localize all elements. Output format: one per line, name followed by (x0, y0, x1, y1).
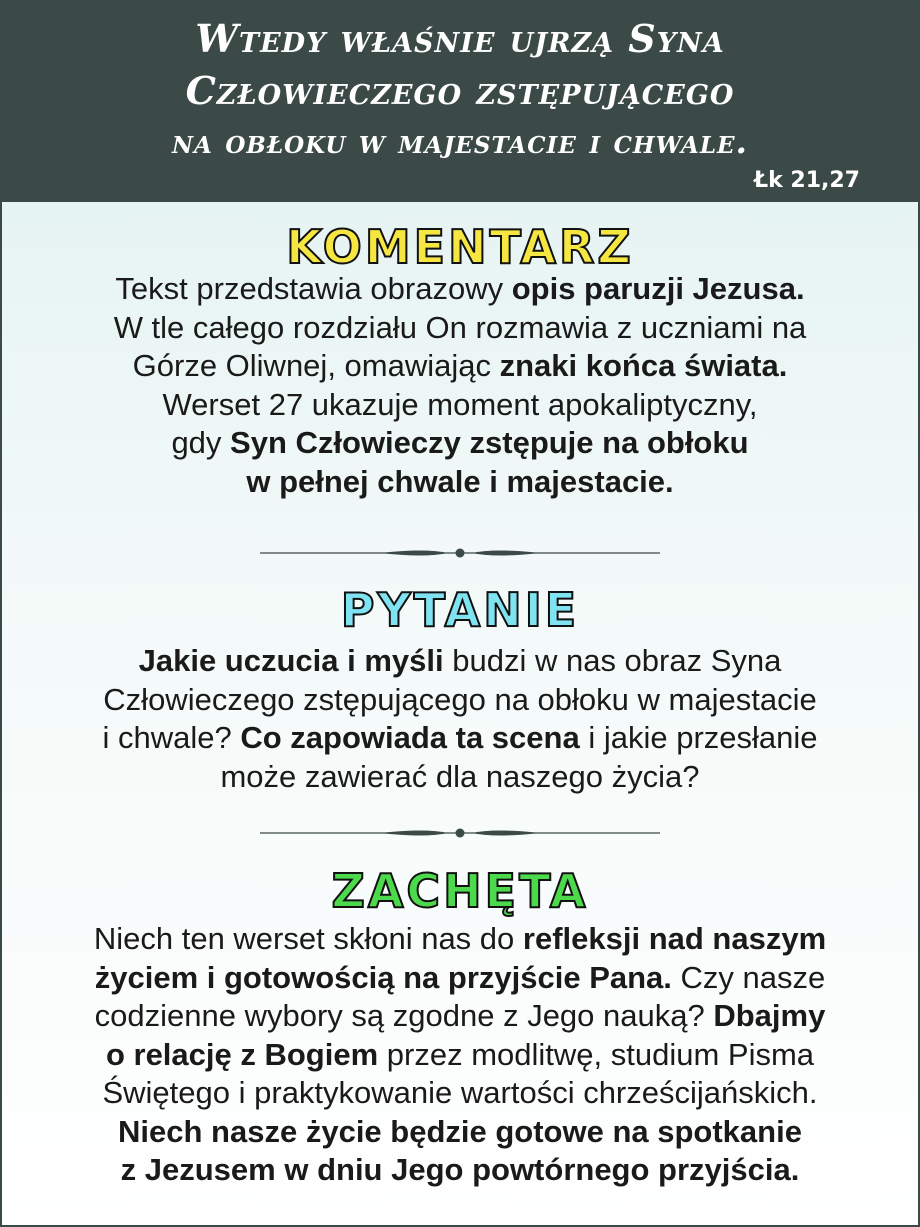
komentarz-line-5: gdy Syn Człowieczy zstępuje na obłoku (171, 425, 749, 460)
zacheta-line-3: codzienne wybory są zgodne z Jego nauką? Dbajmy (94, 998, 826, 1033)
verse-header (2, 2, 918, 202)
zacheta-line-2: życiem i gotowością na przyjście Pana. Czy nasze (94, 959, 826, 995)
komentarz-line-6: w pełnej chwale i majestacie. (246, 463, 674, 499)
verse-line-1: Wtedy właśnie ujrzą Syna (195, 16, 725, 61)
komentarz-line-1: Tekst przedstawia obrazowy opis paruzji Jezusa. (115, 271, 805, 306)
zacheta-line-1: Niech ten werset skłoni nas do refleksji nad naszym (93, 921, 827, 956)
pytanie-line-2: Człowieczego zstępującego na obłoku w majestacie (103, 681, 817, 717)
zacheta-title: ZACHĘTA (331, 864, 589, 918)
komentarz-text (16, 270, 904, 501)
pytanie-line-3: i chwale? Co zapowiada ta scena i jakie przesłanie (102, 720, 818, 755)
pytanie-title: PYTANIE (340, 583, 580, 637)
komentarz-title: KOMENTARZ (286, 220, 634, 274)
pytanie-line-4: może zawierać dla naszego życia? (220, 758, 700, 794)
zacheta-text (16, 920, 904, 1190)
komentarz-line-3: Górze Oliwnej, omawiając znaki końca świata. (132, 348, 788, 383)
zacheta-line-7: z Jezusem w dniu Jego powtórnego przyjścia. (120, 1152, 800, 1187)
zacheta-line-4: o relację z Bogiem przez modlitwę, studium Pisma (105, 1036, 815, 1072)
komentarz-line-4: Werset 27 ukazuje moment apokaliptyczny, (162, 386, 758, 422)
pytanie-text (16, 642, 904, 796)
ornament-divider (260, 824, 660, 842)
verse-reference: Łk 21,27 (753, 168, 860, 193)
komentarz-line-2: W tle całego rozdziału On rozmawia z uczniami na (113, 309, 807, 345)
verse-line-2: Człowieczego zstępującego (185, 68, 735, 113)
verse-line-3: na obłoku w majestacie i chwale. (171, 122, 749, 161)
zacheta-line-6: Niech nasze życie będzie gotowe na spotkanie (118, 1113, 802, 1149)
ornament-divider (260, 544, 660, 562)
pytanie-line-1: Jakie uczucia i myśli budzi w nas obraz Syna (138, 643, 782, 678)
zacheta-line-5: Świętego i praktykowanie wartości chrześcijańskich. (102, 1075, 818, 1110)
